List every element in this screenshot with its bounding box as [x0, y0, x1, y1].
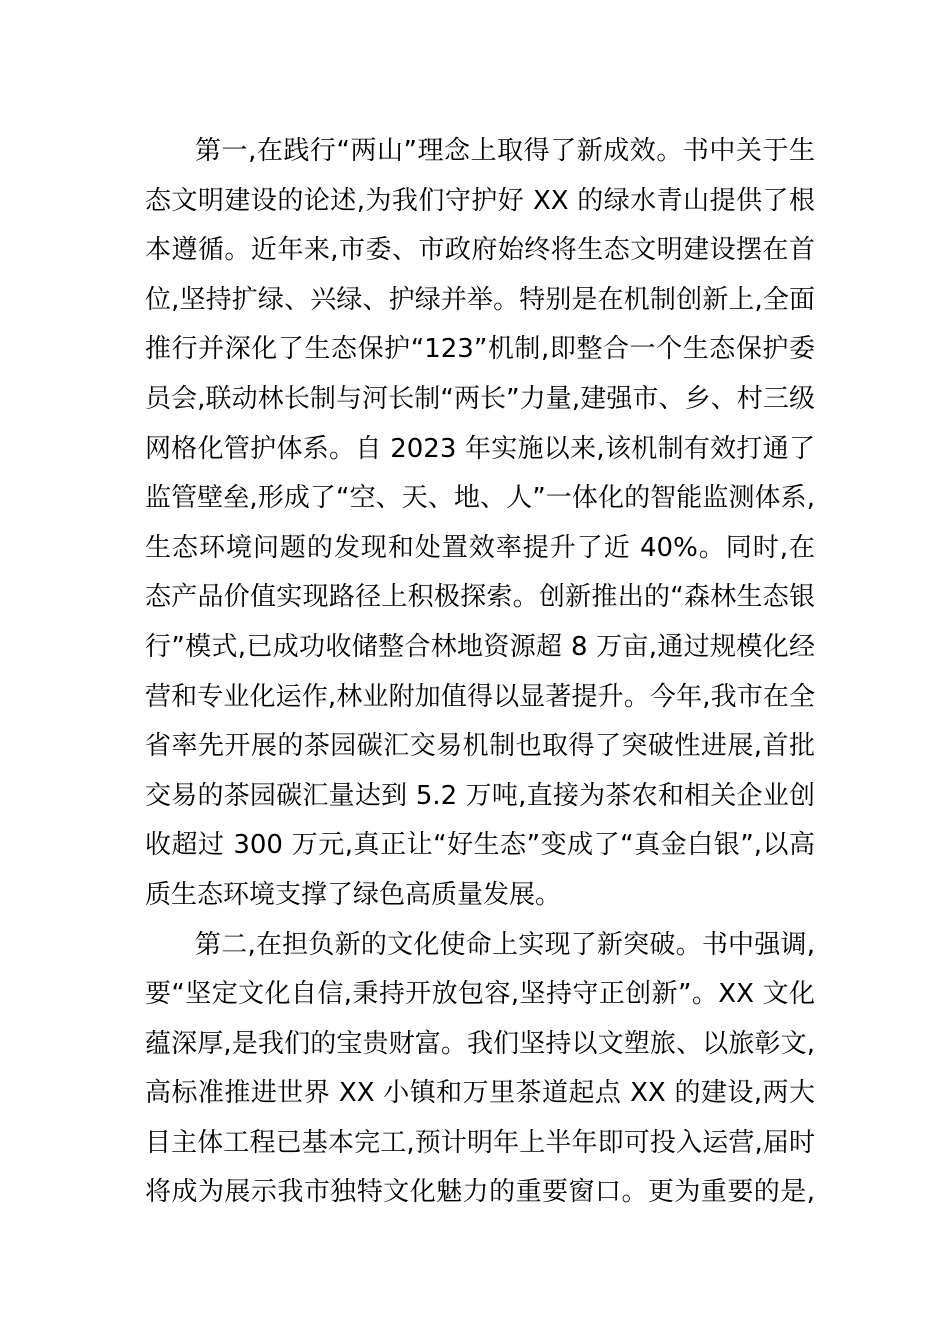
text-line: 推行并深化了生态保护“123”机制,即整合一个生态保护委 — [145, 334, 815, 365]
text-line: 目主体工程已基本完工,预计明年上半年即可投入运营,届时 — [145, 1127, 815, 1158]
text-line: 位,坚持扩绿、兴绿、护绿并举。特别是在机制创新上,全面 — [145, 284, 815, 315]
text-line: 态文明建设的论述,为我们守护好 XX 的绿水青山提供了根 — [145, 185, 815, 216]
text-line: 网格化管护体系。自 2023 年实施以来,该机制有效打通了 — [145, 433, 815, 464]
text-line: 第二,在担负新的文化使命上实现了新突破。书中强调, — [195, 929, 815, 960]
text-line: 省率先开展的茶园碳汇交易机制也取得了突破性进展,首批 — [145, 731, 815, 762]
text-line: 第一,在践行“两山”理念上取得了新成效。书中关于生 — [195, 136, 815, 166]
document-body — [145, 127, 815, 1218]
text-line: 高标准推进世界 XX 小镇和万里茶道起点 XX 的建设,两大 — [145, 1078, 815, 1109]
paragraph-2 — [145, 921, 815, 1219]
text-line: 生态环境问题的发现和处置效率提升了近 40%。同时,在 — [145, 532, 815, 563]
text-line: 态产品价值实现路径上积极探索。创新推出的“森林生态银 — [145, 582, 815, 613]
text-line: 收超过 300 万元,真正让“好生态”变成了“真金白银”,以高 — [145, 830, 815, 861]
text-line: 行”模式,已成功收储整合林地资源超 8 万亩,通过规模化经 — [145, 631, 815, 662]
text-line: 要“坚定文化自信,秉持开放包容,坚持守正创新”。XX 文化 — [145, 979, 815, 1010]
text-line: 本遵循。近年来,市委、市政府始终将生态文明建设摆在首 — [145, 235, 815, 266]
text-line: 交易的茶园碳汇量达到 5.2 万吨,直接为茶农和相关企业创 — [145, 780, 815, 811]
text-line: 质生态环境支撑了绿色高质量发展。 — [145, 879, 562, 910]
text-line: 将成为展示我市独特文化魅力的重要窗口。更为重要的是, — [145, 1177, 815, 1208]
text-line: 蕴深厚,是我们的宝贵财富。我们坚持以文塑旅、以旅彰文, — [145, 1028, 815, 1059]
paragraph-1 — [145, 127, 815, 921]
text-line: 营和专业化运作,林业附加值得以显著提升。今年,我市在全 — [145, 681, 815, 712]
text-line: 员会,联动林长制与河长制“两长”力量,建强市、乡、村三级 — [145, 383, 815, 414]
text-line: 监管壁垒,形成了“空、天、地、人”一体化的智能监测体系, — [145, 483, 815, 514]
